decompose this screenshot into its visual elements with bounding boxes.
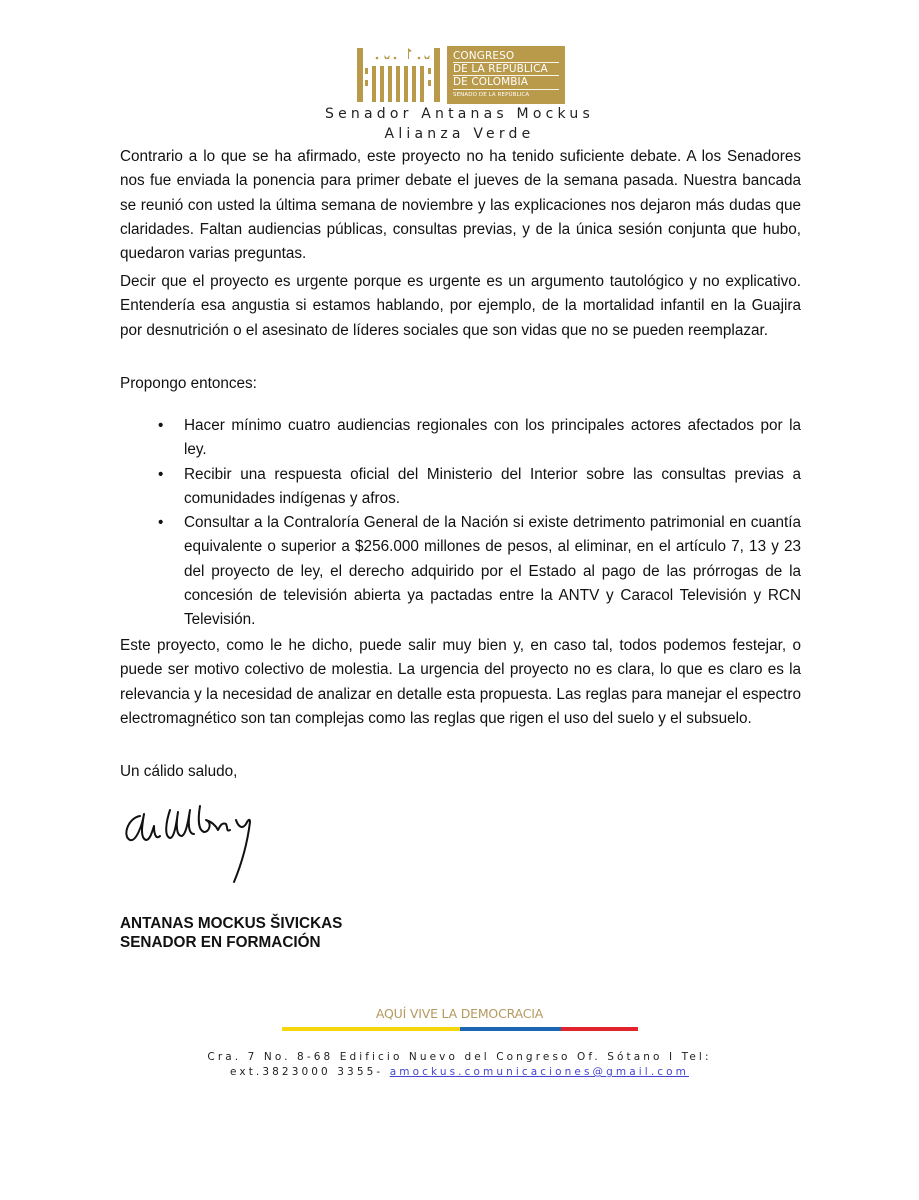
senator-name: Senador Antanas Mockus: [325, 106, 594, 122]
colombia-flag-bar: [282, 1027, 638, 1031]
footer-slogan: AQUÍ VIVE LA DEMOCRACIA: [375, 1006, 544, 1021]
paragraph: Contrario a lo que se ha afirmado, este proyecto no ha tenido suficiente debate. A los Senadores nos fue enviada la ponencia para primer debate el jueves de la semana pasada. Nuestra bancada se reunió con usted la última semana de noviembre y las explicaciones nos dejaron más dudas que claridades. Faltan audiencias públicas, consultas previas, y de la única sesión conjunta que hubo, quedaron varias preguntas.: [120, 148, 801, 263]
bullet-icon: •: [158, 465, 164, 483]
logo-divider: [453, 89, 559, 90]
signer-name: ANTANAS MOCKUS ŠIVICKAS: [120, 915, 343, 932]
flag-stripe-blue: [460, 1027, 561, 1031]
list-item-text: Hacer mínimo cuatro audiencias regionales con los principales actores afectados por la ley.: [184, 417, 801, 459]
paragraph: Decir que el proyecto es urgente porque es urgente es un argumento tautológico y no explicativo. Entendería esa angustia si estamos hablando, por ejemplo, de la mortalidad infantil en la Guajira por desnutrición o el asesinato de líderes sociales que son vidas que no se pueden reemplazar.: [120, 273, 801, 339]
closing: Un cálido saludo,: [120, 763, 238, 780]
bullet-icon: •: [158, 417, 164, 434]
capitol-building-icon: [357, 44, 447, 104]
logo-line: DE LA REPÚBLICA: [453, 63, 548, 75]
party-name: Alianza Verde: [384, 126, 535, 142]
flag-stripe-red: [561, 1027, 638, 1031]
list-item-text: Consultar a la Contraloría General de la Nación si existe detrimento patrimonial en cuantía equivalente o superior a $256.000 millones de pesos, al eliminar, en el artículo 7, 13 y 23 del proyecto de ley, el derecho adquirido por el Estado al pago de las prórrogas de la concesión de televisión abierta ya pactadas entre la ANTV y Caracol Televisión y RCN Televisión.: [184, 514, 801, 629]
footer-address: Cra. 7 No. 8-68 Edificio Nuevo del Congreso Of. Sótano I Tel:: [207, 1051, 712, 1063]
bullet-icon: •: [158, 514, 164, 532]
list-item: [120, 463, 801, 512]
congress-logo-wordmark: [447, 46, 565, 104]
footer-phone: ext.3823000 3355-: [230, 1066, 390, 1078]
logo-line: SENADO DE LA REPÚBLICA: [453, 92, 530, 98]
flag-stripe-yellow: [282, 1027, 460, 1031]
logo-line: DE COLOMBIA: [453, 76, 529, 88]
handwritten-signature: [118, 796, 278, 896]
congress-logo: [357, 44, 565, 104]
logo-line: CONGRESO: [453, 50, 515, 62]
list-item: [120, 414, 801, 463]
footer-contact: [0, 1066, 919, 1078]
list-item-text: Recibir una respuesta oficial del Ministerio del Interior sobre las consultas previas a comunidades indígenas y afros.: [184, 465, 801, 507]
proposal-list: [120, 414, 801, 633]
paragraph: Este proyecto, como le he dicho, puede salir muy bien y, en caso tal, todos podemos festejar, o puede ser motivo colectivo de molestia. La urgencia del proyecto no es clara, lo que es claro es la relevancia y la necesidad de analizar en detalle esta propuesta. Las reglas para manejar el espectro electromagnético son tan complejas como las reglas que rigen el uso del suelo y el subsuelo.: [120, 637, 801, 727]
paragraph: Propongo entonces:: [120, 375, 257, 392]
signer-title: SENADOR EN FORMACIÓN: [120, 934, 321, 951]
email-link[interactable]: amockus.comunicaciones@gmail.com: [389, 1066, 689, 1078]
list-item: [120, 511, 801, 632]
